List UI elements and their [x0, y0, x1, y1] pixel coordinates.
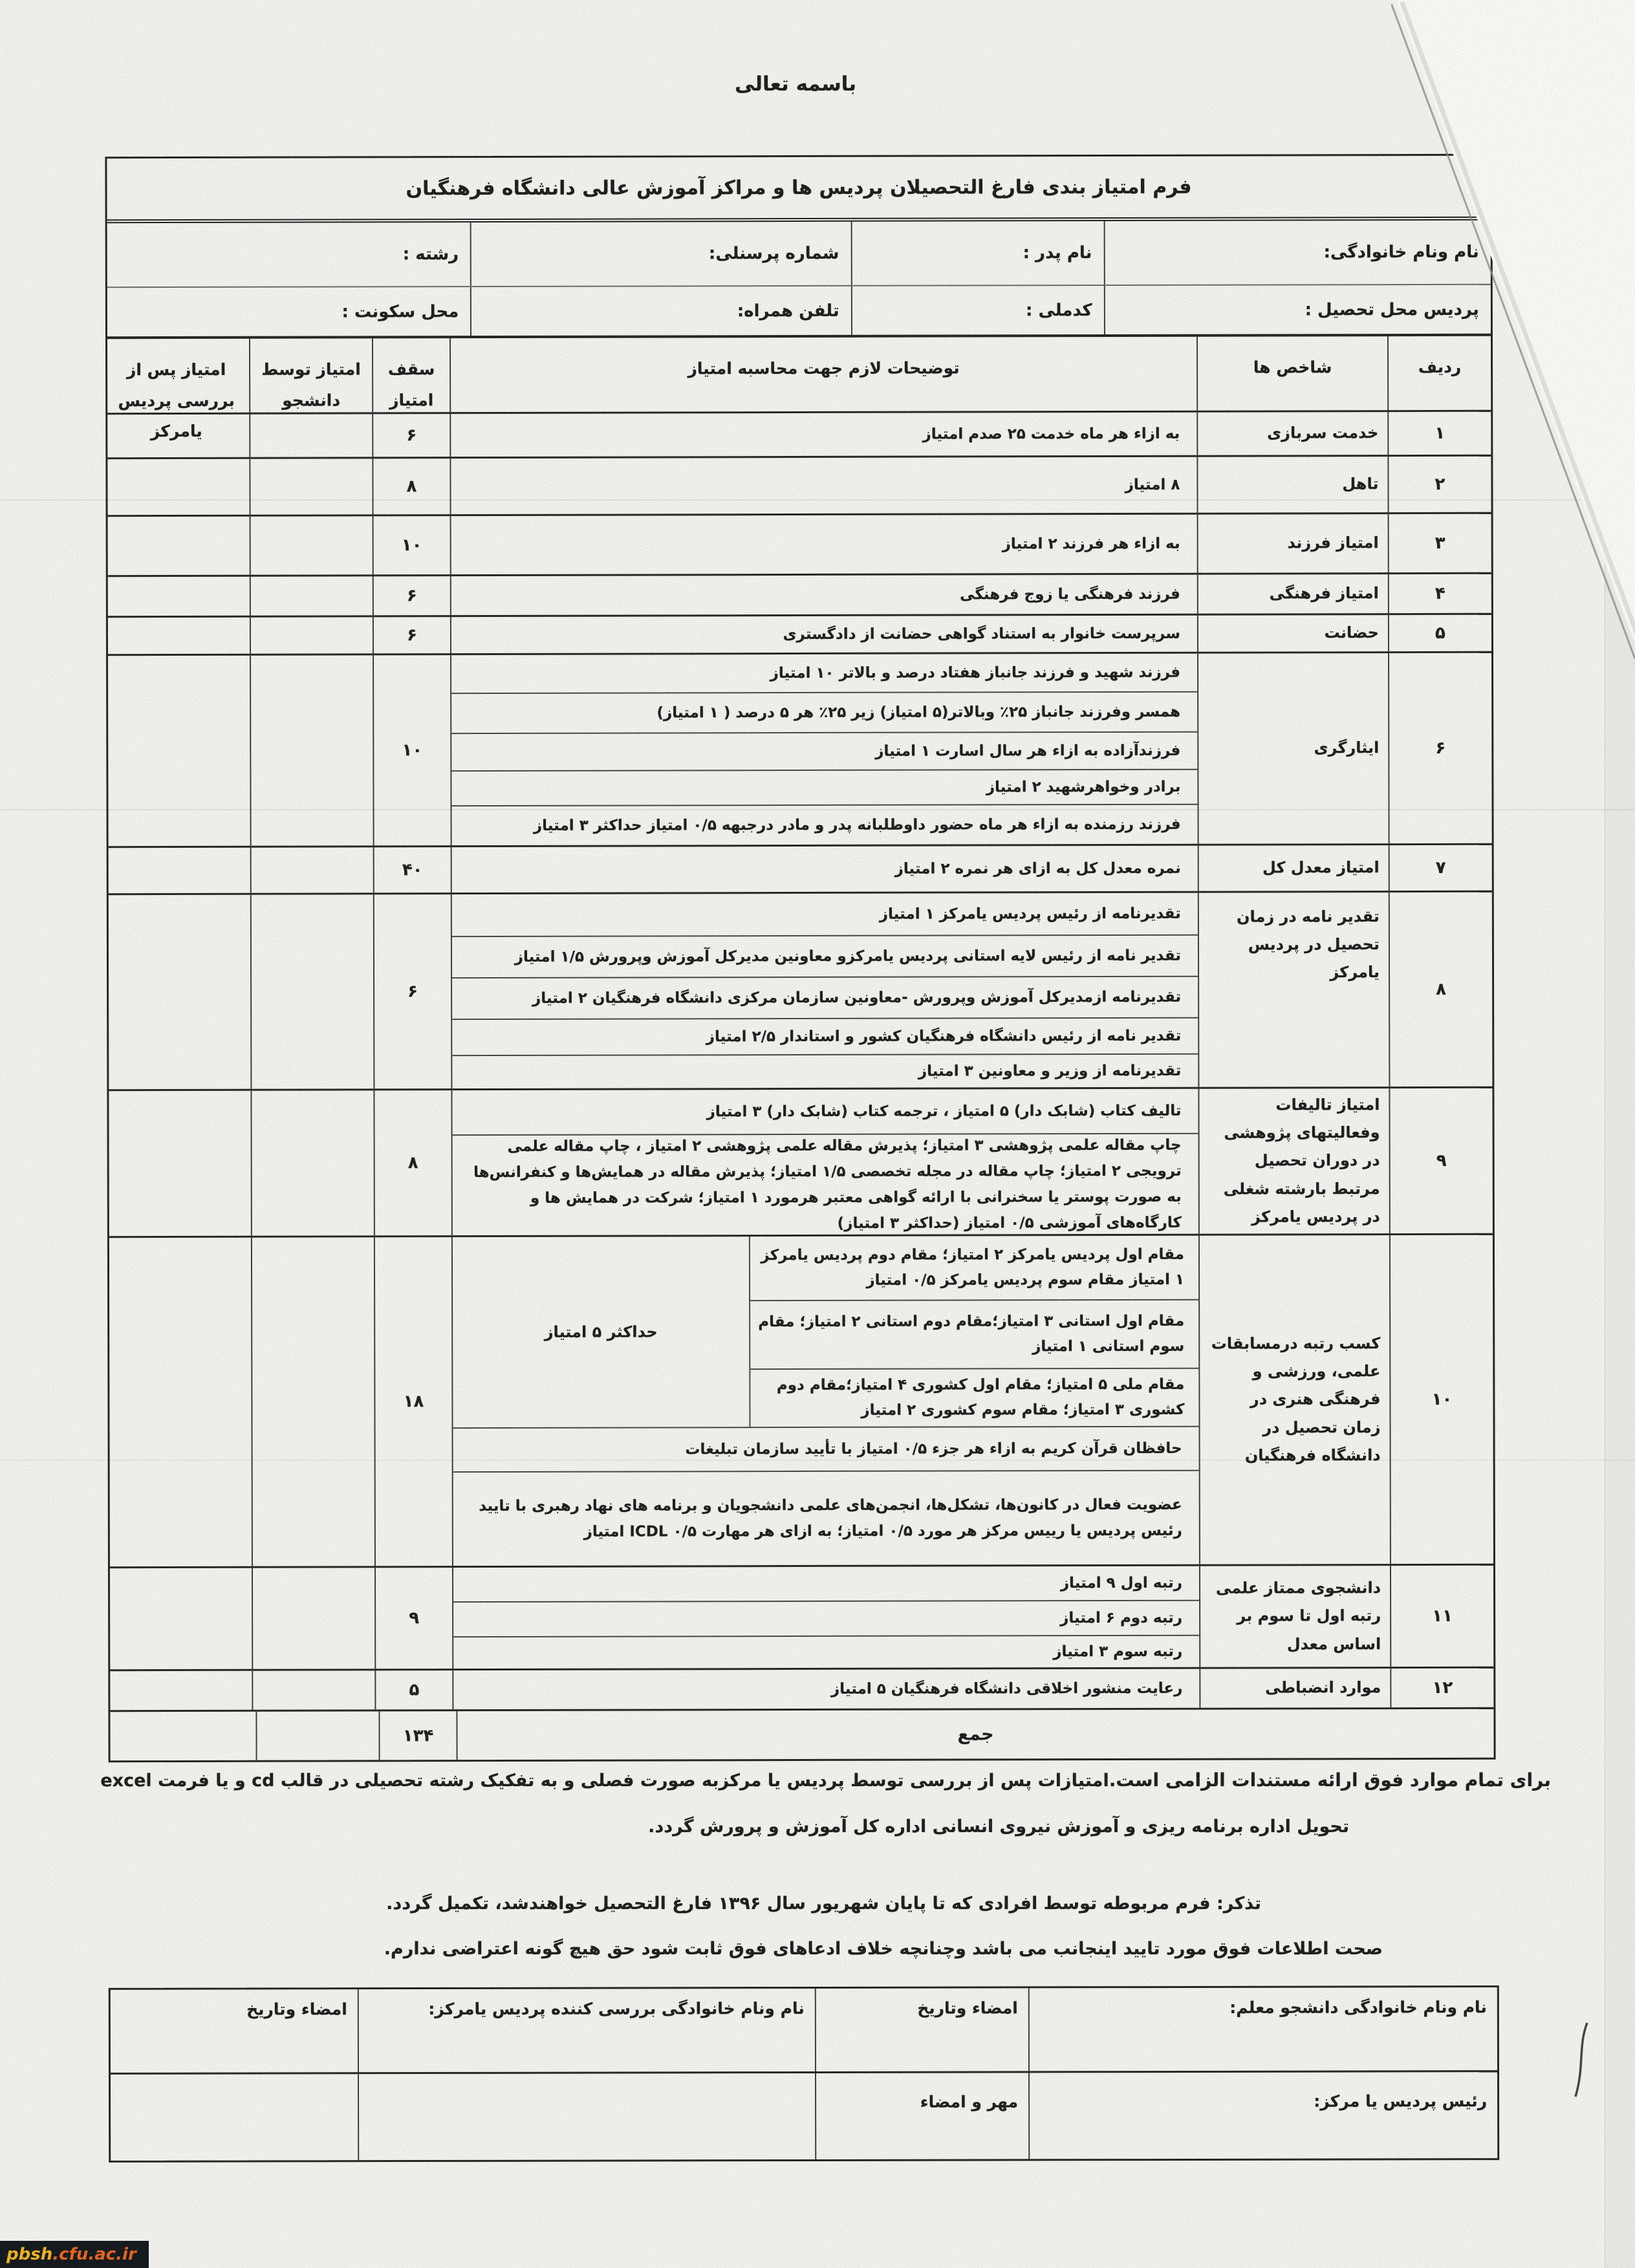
student-score-cell [250, 576, 373, 615]
row-cap: ۱۸ [374, 1237, 452, 1566]
field-mobile: تلفن همراه: [470, 286, 850, 336]
reminder-note: تذکر: فرم مربوطه توسط افرادی که تا پایان شهریور سال ۱۳۹۶ فارغ التحصیل خواهندشد، تکمیل گردد. [386, 1894, 1261, 1914]
detail-item: رتبه دوم ۶ امتیاز [453, 1600, 1199, 1636]
total-row [110, 1707, 1493, 1760]
documents-note-rest: امتیازات پس از بررسی توسط پردیس یا مرکزبه صورت فصلی و به تفکیک رشته تحصیلی در قالب cd و یا فرمت excel [100, 1771, 1109, 1791]
student-score-cell [250, 516, 373, 574]
row-number: ۱۲ [1390, 1669, 1493, 1707]
documents-note [70, 1769, 1551, 1837]
review-score-cell [105, 1091, 250, 1236]
row-details [452, 1566, 1199, 1669]
detail-item: ۸ امتیاز [1125, 476, 1180, 493]
row-indicator: امتیاز فرزند [1197, 514, 1388, 573]
student-score-cell [250, 617, 373, 653]
detail-item: تقدیرنامه ازمدیرکل آموزش وپرورش -معاونین سازمان مرکزی دانشگاه فرهنگیان ۲ امتیاز [452, 976, 1198, 1019]
student-score-cell [249, 414, 372, 457]
detail-item: همسر وفرزند جانباز ۲۵٪ وبالاتر(۵ امتیاز) زیر ۲۵٪ هر ۵ درصد ( ۱ امتیاز) [451, 691, 1197, 733]
sig-campus-head-label: رئیس پردیس یا مرکز: [1028, 2072, 1497, 2159]
grouped-details-column [749, 1236, 1199, 1427]
row-details [452, 1669, 1199, 1709]
documents-note-line2: تحویل اداره برنامه ریزی و آموزش نیروی انسانی اداره کل آموزش و پرورش گردد. [648, 1817, 1349, 1837]
detail-item: تقدیر نامه از رئیس دانشگاه فرهنگیان کشور و استاندار ۲/۵ امتیاز [452, 1017, 1198, 1055]
row-number: ۴ [1388, 574, 1491, 613]
detail-item: رعایت منشور اخلاقی دانشگاه فرهنگیان ۵ امتیاز [830, 1679, 1183, 1698]
row-cap: ۱۰ [373, 516, 450, 574]
info-row-2 [107, 284, 1491, 336]
info-row-1 [107, 221, 1491, 286]
header-indicators: شاخص ها [1196, 336, 1387, 411]
row-cap: ۶ [373, 576, 450, 615]
row-cap: ۶ [372, 414, 449, 457]
detail-item: فرزندآزاده به ازاء هر سال اسارت ۱ امتیاز [451, 731, 1197, 770]
row-details [451, 893, 1198, 1088]
watermark-rest: .cfu.ac.ir [52, 2245, 136, 2264]
row-cap: ۸ [373, 1090, 451, 1235]
row-indicator: حضانت [1197, 615, 1388, 652]
detail-item: تقدیر نامه از رئیس لایه استانی پردیس یامرکزو معاونین مدیرکل آموزش وپرورش ۱/۵ امتیاز [452, 934, 1198, 977]
row-indicator: امتیاز تالیفات وفعالیتهای پژوهشی در دوران تحصیل مرتبط بارشته شغلی در پردیس یامرکز [1198, 1088, 1389, 1234]
review-score-cell [106, 1671, 252, 1710]
score-row-۸ [109, 891, 1493, 1089]
header-cap: سقف امتیاز [372, 338, 449, 412]
row-number: ۲ [1387, 457, 1491, 512]
detail-item: رتبه سوم ۳ امتیاز [453, 1635, 1199, 1669]
sig-stamp-label: مهر و امضاء [815, 2073, 1028, 2159]
row-cap: ۹ [374, 1568, 452, 1669]
student-score-cell [250, 1090, 373, 1235]
watermark-bold: pbsh [6, 2245, 53, 2264]
review-score-cell [104, 618, 250, 654]
field-full-name: نام ونام خانوادگی: [1103, 221, 1491, 285]
row-number: ۱ [1387, 412, 1491, 455]
score-row-۱ [107, 410, 1491, 457]
row-cap: ۵ [374, 1670, 452, 1709]
score-form-sheet [105, 154, 1495, 1762]
pen-mark [1565, 2018, 1604, 2102]
header-review-score: امتیاز پس از بررسی پردیس یامرکز [118, 360, 235, 441]
sig-student-name-label: نام ونام خانوادگی دانشجو معلم: [1028, 1987, 1497, 2071]
row-cap: ۱۰ [373, 655, 451, 845]
review-score-cell [104, 656, 250, 846]
row-indicator: موارد انضباطی [1199, 1669, 1390, 1708]
detail-item: سرپرست خانوار به استناد گواهی حضانت از دادگستری [783, 625, 1180, 643]
detail-item: تالیف کتاب (شابک دار) ۵ امتیاز ، ترجمه کتاب (شابک دار) ۳ امتیاز [706, 1102, 1182, 1121]
field-residence: محل سکونت : [341, 301, 459, 321]
detail-item: نمره معدل کل به ازای هر نمره ۲ امتیاز [894, 859, 1181, 878]
row-indicator: امتیاز فرهنگی [1197, 574, 1388, 614]
score-row-۱۰ [109, 1233, 1493, 1566]
row-number: ۵ [1388, 615, 1491, 651]
review-score-cell [103, 459, 249, 515]
student-score-cell [250, 655, 373, 845]
header-details: توضیحات لازم جهت محاسبه امتیاز [449, 337, 1196, 412]
score-row-۷ [109, 843, 1492, 893]
detail-item: مقام اول پردیس یامرکز ۲ امتیاز؛ مقام دوم پردیس یامرکز ۱ امتیاز مقام سوم پردیس یامرکز ۰/۵ امتیاز [761, 1246, 1185, 1289]
review-score-cell [105, 895, 251, 1089]
student-score-cell [252, 1670, 374, 1709]
signature-table [109, 1985, 1499, 2163]
sig-date-label-1: امضاء وتاریخ [815, 1988, 1028, 2071]
sig-empty-cell [358, 2073, 815, 2160]
detail-item: مقام ملی ۵ امتیاز؛ مقام اول کشوری ۴ امتیاز؛مقام دوم کشوری ۳ امتیاز؛ مقام سوم کشوری ۲ امتیاز [750, 1368, 1198, 1427]
sig-empty-cell [111, 2074, 358, 2161]
row-number: ۸ [1389, 892, 1493, 1086]
detail-item: تقدیرنامه از وزیر و معاونین ۳ امتیاز [452, 1053, 1198, 1088]
row-indicator: کسب رتبه درمسابقات علمی، ورزشی و فرهنگی هنری در زمان تحصیل در دانشگاه فرهنگیان [1198, 1235, 1390, 1564]
site-watermark [0, 2241, 149, 2268]
review-score-cell [104, 517, 250, 575]
total-label: جمع [456, 1709, 1493, 1760]
detail-item: حافظان قرآن کریم به ازاء هر جزء ۰/۵ امتیاز با تأیید سازمان تبلیغات [453, 1426, 1199, 1471]
group-max-note: حداکثر ۵ امتیاز [544, 1323, 658, 1341]
review-score-cell [104, 577, 250, 616]
detail-item: فرزند شهید و فرزند جانباز هفتاد درصد و بالاتر ۱۰ امتیاز [770, 664, 1181, 682]
detail-item: چاپ مقاله علمی پژوهشی ۳ امتیاز؛ پذیرش مقاله علمی پژوهشی ۲ امتیاز ، چاپ مقاله علمی ترویجی ۲ امتیاز؛ چاپ مقاله در مجله تخصصی ۱/۵ امتیاز؛ پذیرش مقاله در همایش‌ها و کنفرانس‌ها به صورت پوستر یا سخنرانی با ارائه گواهی معتبر هرمورد ۱ امتیاز؛ شرکت در همایش ها و کارگاه‌های آموزشی ۰/۵ امتیاز (حداکثر ۳ امتیاز) [453, 1133, 1198, 1235]
row-details [450, 575, 1197, 615]
detail-item: به ازاء هر فرزند ۲ امتیاز [1002, 535, 1180, 553]
row-cap: ۴۰ [373, 847, 451, 892]
row-cap: ۶ [373, 617, 450, 653]
score-row-۴ [108, 572, 1491, 616]
total-cap: ۱۳۴ [378, 1711, 456, 1760]
row-number: ۱۰ [1389, 1235, 1493, 1564]
score-row-۵ [108, 613, 1491, 654]
field-national-id: کدملی : [851, 286, 1104, 335]
row-number: ۳ [1388, 514, 1491, 572]
bismillah: باسمه تعالی [735, 72, 856, 96]
documents-note-line1 [70, 1769, 1551, 1791]
student-score-cell [250, 847, 373, 892]
score-table-body [107, 410, 1493, 1710]
row-details [451, 1236, 1199, 1566]
review-score-cell [105, 848, 250, 893]
row-details [449, 457, 1196, 514]
header-row-number: ردیف [1387, 336, 1491, 410]
row-cap: ۶ [373, 894, 451, 1088]
row-indicator: ایثارگری [1197, 653, 1389, 844]
row-indicator: تقدیر نامه در زمان تحصیل در پردیس یامرکز [1198, 892, 1389, 1087]
field-campus: پردیس محل تحصیل : [1104, 285, 1491, 334]
review-score-cell [106, 1568, 252, 1669]
detail-item: فرزند فرهنگی یا زوج فرهنگی [960, 585, 1180, 603]
sig-date-label-2: امضاء وتاریخ [246, 2000, 347, 2019]
field-personnel-number: شماره پرسنلی: [470, 222, 851, 286]
signature-header-row [111, 1987, 1497, 2073]
student-score-cell [251, 1237, 374, 1566]
row-details [451, 1089, 1198, 1235]
detail-item: برادر وخواهرشهید ۲ امتیاز [451, 769, 1197, 805]
row-number: ۶ [1388, 653, 1492, 843]
sig-reviewer-name-label: نام ونام خانوادگی بررسی کننده پردیس یامرکز: [358, 1989, 815, 2072]
score-row-۶ [108, 651, 1492, 846]
row-number: ۹ [1389, 1088, 1492, 1233]
row-number: ۱۱ [1390, 1566, 1493, 1667]
row-indicator: تاهل [1196, 457, 1387, 513]
detail-item: مقام اول استانی ۳ امتیاز؛مقام دوم استانی ۲ امتیاز؛ مقام سوم استانی ۱ امتیاز [750, 1299, 1198, 1368]
header-student-score: امتیاز توسط دانشجو [249, 338, 372, 412]
documents-note-bold: برای تمام موارد فوق ارائه مستندات الزامی است. [1109, 1769, 1551, 1791]
detail-item: عضویت فعال در کانون‌ها، تشکل‌ها، انجمن‌های علمی دانشجویان و برنامه های نهاد رهبری با تایید رئیس پردیس یا رییس مرکز هر مورد ۰/۵ امتیاز؛ به ازای هر مهارت ICDL ۰/۵ امتیاز [453, 1470, 1199, 1566]
row-details [450, 515, 1197, 574]
row-number: ۷ [1389, 845, 1492, 891]
student-score-cell [249, 459, 372, 514]
row-indicator: خدمت سربازی [1196, 412, 1387, 455]
row-details [450, 616, 1197, 653]
detail-item: به ازاء هر ماه خدمت ۲۵ صدم امتیاز [922, 425, 1180, 443]
review-score-cell [105, 1238, 252, 1566]
row-cap: ۸ [372, 459, 449, 514]
confirmation-note: صحت اطلاعات فوق مورد تایید اینجانب می باشد وچنانچه خلاف ادعاهای فوق ثابت شود حق هیچ گونه اعتراضی ندارم. [384, 1939, 1383, 1959]
field-father-name: نام پدر : [850, 221, 1103, 285]
student-score-cell [252, 1568, 374, 1669]
score-row-۳ [108, 512, 1491, 575]
score-row-۱۲ [110, 1667, 1493, 1710]
row-details [449, 413, 1196, 457]
total-review-score-cell [110, 1712, 255, 1760]
total-student-score-cell [255, 1711, 378, 1760]
detail-item: رتبه اول ۹ امتیاز [1060, 1574, 1183, 1592]
row-details [451, 846, 1198, 892]
row-indicator: امتیاز معدل کل [1198, 845, 1389, 891]
form-title: فرم امتیاز بندی فارغ التحصیلان پردیس ها و مراکز آموزش عالی دانشگاه فرهنگیان [107, 156, 1490, 223]
score-row-۲ [107, 455, 1491, 515]
grouped-details [453, 1236, 1199, 1427]
field-major: رشته : [402, 244, 459, 265]
review-score-cell [103, 415, 249, 457]
student-score-cell [250, 894, 374, 1088]
score-row-۱۱ [110, 1564, 1493, 1669]
row-indicator: دانشجوی ممتاز علمی رتبه اول تا سوم بر اساس معدل [1199, 1566, 1390, 1667]
row-details [450, 654, 1198, 845]
score-row-۹ [109, 1086, 1492, 1236]
detail-item: فرزند رزمنده به ازاء هر ماه حضور داوطلبانه پدر و مادر درجبهه ۰/۵ امتیاز حداکثر ۳ امتیاز [452, 804, 1198, 845]
detail-item: تقدیرنامه از رئیس پردیس یامرکز ۱ امتیاز [879, 905, 1181, 923]
signature-row-2 [111, 2070, 1497, 2161]
